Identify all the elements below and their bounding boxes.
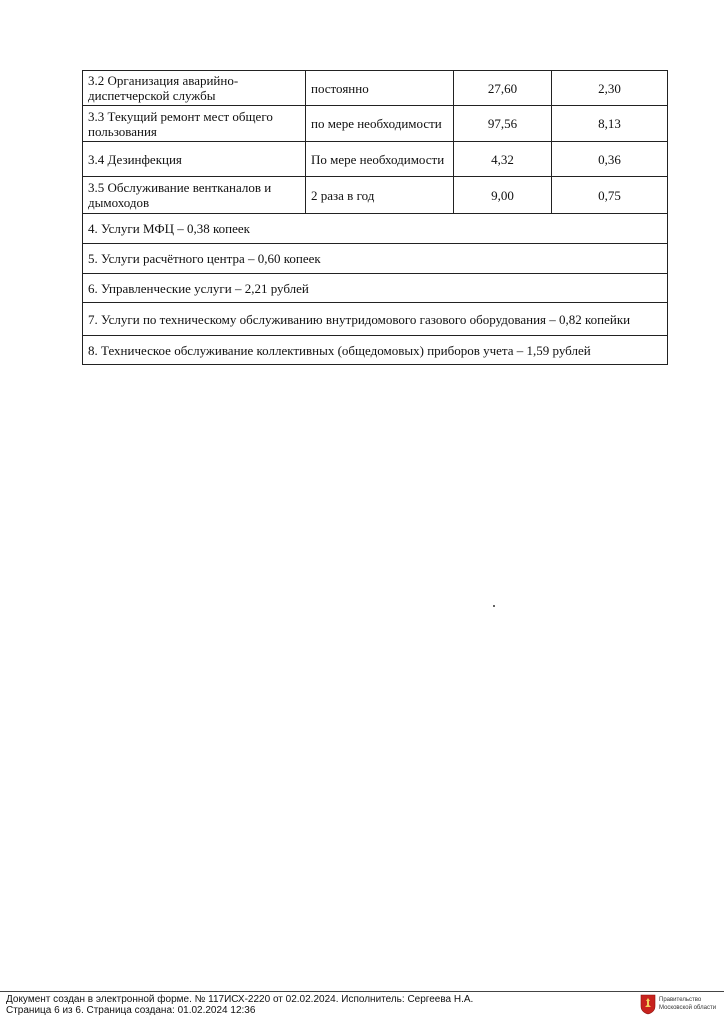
service-name: 3.3 Текущий ремонт мест общего пользования (83, 106, 306, 142)
service-frequency: по мере необходимости (306, 106, 454, 142)
service-cost-month: 0,36 (552, 142, 668, 177)
table-row (83, 274, 668, 303)
stray-dot (493, 605, 495, 607)
service-frequency: постоянно (306, 71, 454, 106)
table-row (83, 303, 668, 336)
service-name: 3.4 Дезинфекция (83, 142, 306, 177)
footer-document-info: Документ создан в электронной форме. № 117ИСХ-2220 от 02.02.2024. Исполнитель: Сергеева Н.А. (6, 994, 474, 1005)
service-cost-year: 9,00 (454, 177, 552, 214)
service-name: 3.2 Организация аварийно-диспетчерской службы (83, 71, 306, 106)
table-row (83, 214, 668, 244)
service-cost-year: 4,32 (454, 142, 552, 177)
table-row (83, 71, 668, 106)
service-frequency: По мере необходимости (306, 142, 454, 177)
table-row (83, 177, 668, 214)
service-frequency: 2 раза в год (306, 177, 454, 214)
services-table (82, 70, 668, 365)
service-summary-row: 4. Услуги МФЦ – 0,38 копеек (83, 214, 668, 244)
issuer-line1: Правительство (659, 997, 702, 1003)
footer-page-info: Страница 6 из 6. Страница создана: 01.02.2024 12:36 (6, 1005, 256, 1016)
service-summary-row: 6. Управленческие услуги – 2,21 рублей (83, 274, 668, 303)
issuer-line2: Московской области (659, 1005, 717, 1011)
service-cost-month: 0,75 (552, 177, 668, 214)
issuer-name (659, 996, 716, 1012)
footer-divider (0, 991, 724, 992)
service-summary-row: 7. Услуги по техническому обслуживанию внутридомового газового оборудования – 0,82 копейки (83, 303, 668, 336)
table-row (83, 142, 668, 177)
document-footer (6, 994, 473, 1016)
table-row (83, 244, 668, 274)
service-cost-month: 2,30 (552, 71, 668, 106)
service-name: 3.5 Обслуживание вентканалов и дымоходов (83, 177, 306, 214)
service-cost-year: 97,56 (454, 106, 552, 142)
service-cost-year: 27,60 (454, 71, 552, 106)
service-summary-row: 8. Техническое обслуживание коллективных (общедомовых) приборов учета – 1,59 рублей (83, 336, 668, 365)
moscow-oblast-emblem-icon (640, 993, 656, 1015)
service-summary-row: 5. Услуги расчётного центра – 0,60 копеек (83, 244, 668, 274)
table-row (83, 106, 668, 142)
service-cost-month: 8,13 (552, 106, 668, 142)
table-row (83, 336, 668, 365)
